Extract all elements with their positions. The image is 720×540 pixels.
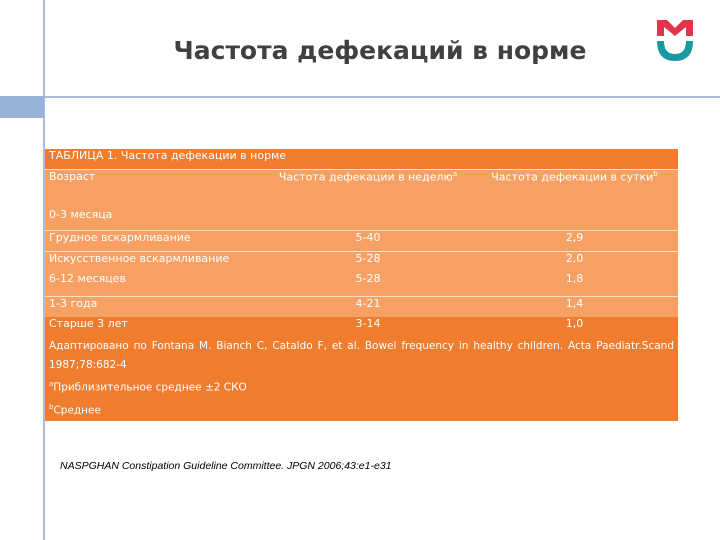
row-per-day: 1,4: [471, 297, 678, 318]
group-label: 0-3 месяца: [45, 208, 265, 231]
bowel-frequency-table: [45, 149, 678, 421]
header-per-week: Частота дефекации в неделю$^a$: [265, 170, 471, 209]
row-age: Искусственное вскармливание: [45, 252, 265, 273]
table-row: [45, 272, 678, 297]
source-credit: NASPGHAN Constipation Guideline Committee. JPGN 2006;43:e1-e31: [60, 460, 392, 472]
row-per-day: 1,0: [471, 317, 678, 337]
row-per-week: 5-28: [265, 252, 471, 273]
table-row: [45, 297, 678, 318]
footnote-a: $^a$Приблизительное среднее ±2 СКО: [49, 380, 247, 394]
decorative-horizontal-rule: [0, 96, 720, 98]
table-row: [45, 252, 678, 273]
footnote-reference: Адаптировано по Fontana M. Bianch C, Cataldo F, et al. Bowel frequency in healthy children. Acta Paediatr.Scand 1987;78:682-4: [49, 340, 674, 371]
row-age: Старше 3 лет: [45, 317, 265, 337]
row-per-day: 1,8: [471, 272, 678, 297]
table-row: [45, 231, 678, 252]
row-per-day: 2,9: [471, 231, 678, 252]
slide-title: Частота дефекаций в норме: [173, 36, 587, 65]
row-age: Грудное вскармливание: [45, 231, 265, 252]
header-age: Возраст: [45, 170, 265, 209]
row-age: 6-12 месяцев: [45, 272, 265, 297]
row-age: 1-3 года: [45, 297, 265, 318]
row-per-day: 2,0: [471, 252, 678, 273]
row-per-week: 5-28: [265, 272, 471, 297]
table-row: [45, 317, 678, 337]
table-caption: ТАБЛИЦА 1. Частота дефекации в норме: [45, 149, 678, 170]
footnote-b: $^b$Среднее: [49, 402, 101, 416]
institution-logo-icon: [653, 14, 697, 64]
table-footnotes: [45, 337, 678, 421]
decorative-accent-square: [0, 96, 44, 118]
row-per-week: 5-40: [265, 231, 471, 252]
row-per-week: 4-21: [265, 297, 471, 318]
header-per-day: Частота дефекации в сутки$^b$: [471, 170, 678, 209]
row-per-week: 3-14: [265, 317, 471, 337]
